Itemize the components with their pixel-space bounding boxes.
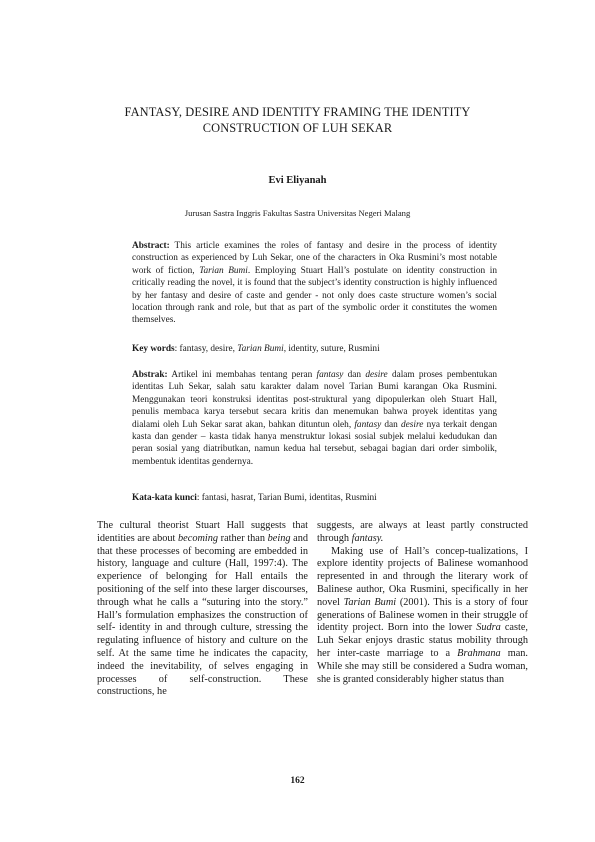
title-line-2: CONSTRUCTION OF LUH SEKAR	[202, 121, 393, 135]
paragraph-continued: suggests, are always at least partly constructed through fantasy.	[317, 520, 528, 544]
body-column-left: The cultural theorist Stuart Hall suggests that identities are about becoming rather than being and that these processes of becoming are embedded in history, language and culture (Hall, 1997:4). The experience of belonging for Hall entails the positioning of the self into these larger discourses, through what he calls a “suturing into the story.” Hall’s formulation emphasizes the construction of self- identity in and through culture, stressing the regulating influence of history and culture on the self. At the same time he indicates the capacity, indeed the inevitability, of selves engaging in processes of self-construction. These constructions, he	[97, 520, 308, 698]
title-line-1: FANTASY, DESIRE AND IDENTITY FRAMING THE IDENTITY	[124, 105, 471, 119]
katakunci-label: Kata-kata kunci	[132, 493, 197, 503]
author-affiliation: Jurusan Sastra Inggris Fakultas Sastra Universitas Negeri Malang	[184, 208, 411, 218]
author-name: Evi Eliyanah	[268, 175, 327, 186]
page-number: 162	[290, 776, 305, 786]
paragraph: Making use of Hall’s concep-tualizations, I explore identity projects of Balinese womanhood represented in and through the literary work of Balinese author, Oka Rusmini, specifically in her novel Tarian Bumi (2001). This is a story of four generations of Balinese women in their struggle of identity project. Born into the lower Sudra caste, Luh Sekar enjoys drastic status mobility through her inter-caste marriage to a Brahmana man. While she may still be considered a Sudra woman, she is granted considerably higher status than	[317, 545, 529, 685]
paper-title	[80, 104, 515, 136]
keywords-label: Key words	[132, 344, 175, 354]
abstract-label: Abstract:	[132, 241, 170, 251]
abstrak-label: Abstrak:	[132, 370, 168, 380]
keywords-english: Key words: fantasy, desire, Tarian Bumi, identity, suture, Rusmini	[132, 344, 380, 354]
body-column-right	[317, 520, 528, 686]
keywords-indonesian: Kata-kata kunci: fantasi, hasrat, Tarian Bumi, identitas, Rusmini	[132, 493, 377, 503]
abstract-indonesian: Abstrak: Artikel ini membahas tentang peran fantasy dan desire dalam proses pembentukan identitas Luh Sekar, salah satu karakter dalam novel Tarian Bumi karangan Oka Rusmini. Menggunakan teori konstruksi identitas post-struktural yang dipopulerkan oleh Stuart Hall, penulis membaca karya tersebut secara kritis dan menemukan bahwa proyek identitas yang dialami oleh Luh Sekar sarat akan, bahkan dituntun oleh, fantasy dan desire nya terkait dengan kasta dan gender – kasta tidak hanya menstruktur lokasi sosial subjek melalui kedudukan dan peran sosial yang diatributkan, namun kedua hal tersebut, sebagai bagian dari order simbolik, membentuk identitas gendernya.	[132, 370, 497, 467]
abstract-english: Abstract: This article examines the roles of fantasy and desire in the process of identity construction as experienced by Luh Sekar, one of the characters in Oka Rusmini’s most notable work of fiction, Tarian Bumi. Employing Stuart Hall’s postulate on identity construction in critically reading the novel, it is found that the subject’s identity construction is highly influenced by her fantasy and desire of caste and gender - not only does caste structure women’s social location through rank and role, but that as part of the symbolic order it constitutes the women themselves.	[132, 241, 497, 326]
